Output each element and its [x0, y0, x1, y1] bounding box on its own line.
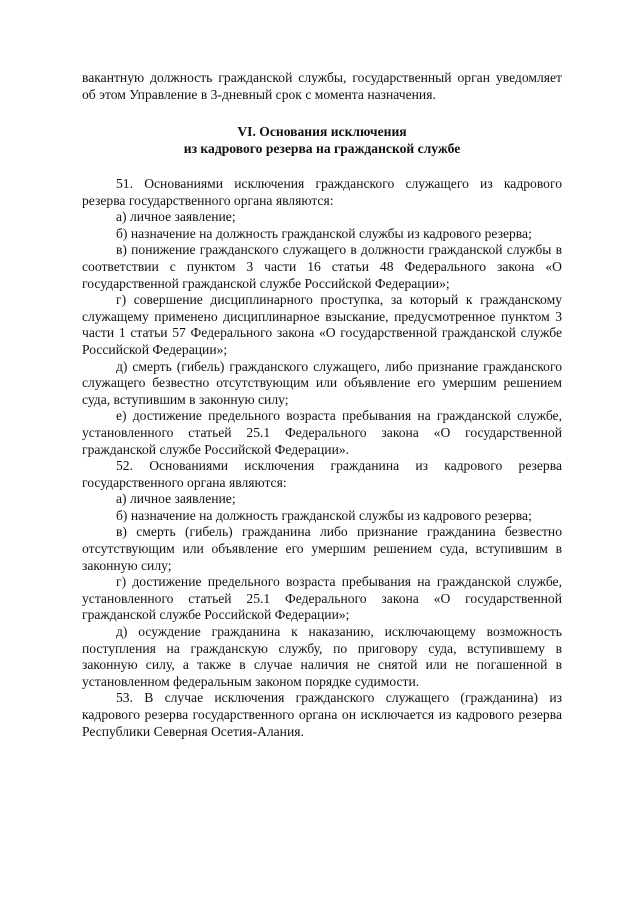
paragraph-51: 51. Основаниями исключения гражданского служащего из кадрового резерва государственного органа являются:	[82, 176, 562, 208]
section-heading-line2: из кадрового резерва на гражданской службе	[183, 141, 461, 156]
section-body	[82, 176, 562, 740]
paragraph-52-v: в) смерть (гибель) гражданина либо признание гражданина безвестно отсутствующим или объявление его умершим решением суда, вступившим в законную силу;	[82, 524, 562, 573]
paragraph-52-b: б) назначение на должность гражданской службы из кадрового резерва;	[116, 507, 532, 523]
paragraph-52-d: д) осуждение гражданина к наказанию, исключающему возможность поступления на гражданскую службу, по приговору суда, вступившему в законную силу, а также в случае наличия не снятой или не погашенной в установленном федеральным законом порядке судимости.	[82, 624, 562, 689]
intro-paragraph: вакантную должность гражданской службы, государственный орган уведомляет об этом Управление в 3-дневный срок с момента назначения.	[82, 70, 562, 102]
paragraph-51-g: г) совершение дисциплинарного проступка, за который к гражданскому служащему применено дисциплинарное взыскание, предусмотренное пунктом 3 части 1 статьи 57 Федерального закона «О государственной гражданской службе Российской Федерации»;	[82, 292, 562, 357]
intro-block	[82, 70, 562, 103]
paragraph-53: 53. В случае исключения гражданского служащего (гражданина) из кадрового резерва государственного органа он исключается из кадрового резерва Республики Северная Осетия-Алания.	[82, 690, 562, 739]
paragraph-52-g: г) достижение предельного возраста пребывания на гражданской службе, установленного статьей 25.1 Федерального закона «О государственной гражданской службе Российской Федерации»;	[82, 574, 562, 623]
paragraph-51-d: д) смерть (гибель) гражданского служащего, либо признание гражданского служащего безвестно отсутствующим или объявление его умершим решением суда, вступившим в законную силу;	[82, 358, 562, 407]
paragraph-51-a: а) личное заявление;	[116, 209, 236, 225]
paragraph-51-e: е) достижение предельного возраста пребывания на гражданской службе, установленного статьей 25.1 Федерального закона «О государственной гражданской службе Российской Федерации».	[82, 408, 562, 457]
paragraph-51-v: в) понижение гражданского служащего в должности гражданской службы в соответствии с пунктом 3 части 16 статьи 48 Федерального закона «О государственной гражданской службе Российской Федерации»;	[82, 242, 562, 291]
section-heading-line1: VI. Основания исключения	[237, 124, 407, 139]
paragraph-52-a: а) личное заявление;	[116, 491, 236, 507]
paragraph-51-b: б) назначение на должность гражданской службы из кадрового резерва;	[116, 225, 532, 241]
paragraph-52: 52. Основаниями исключения гражданина из кадрового резерва государственного органа являются:	[82, 458, 562, 490]
